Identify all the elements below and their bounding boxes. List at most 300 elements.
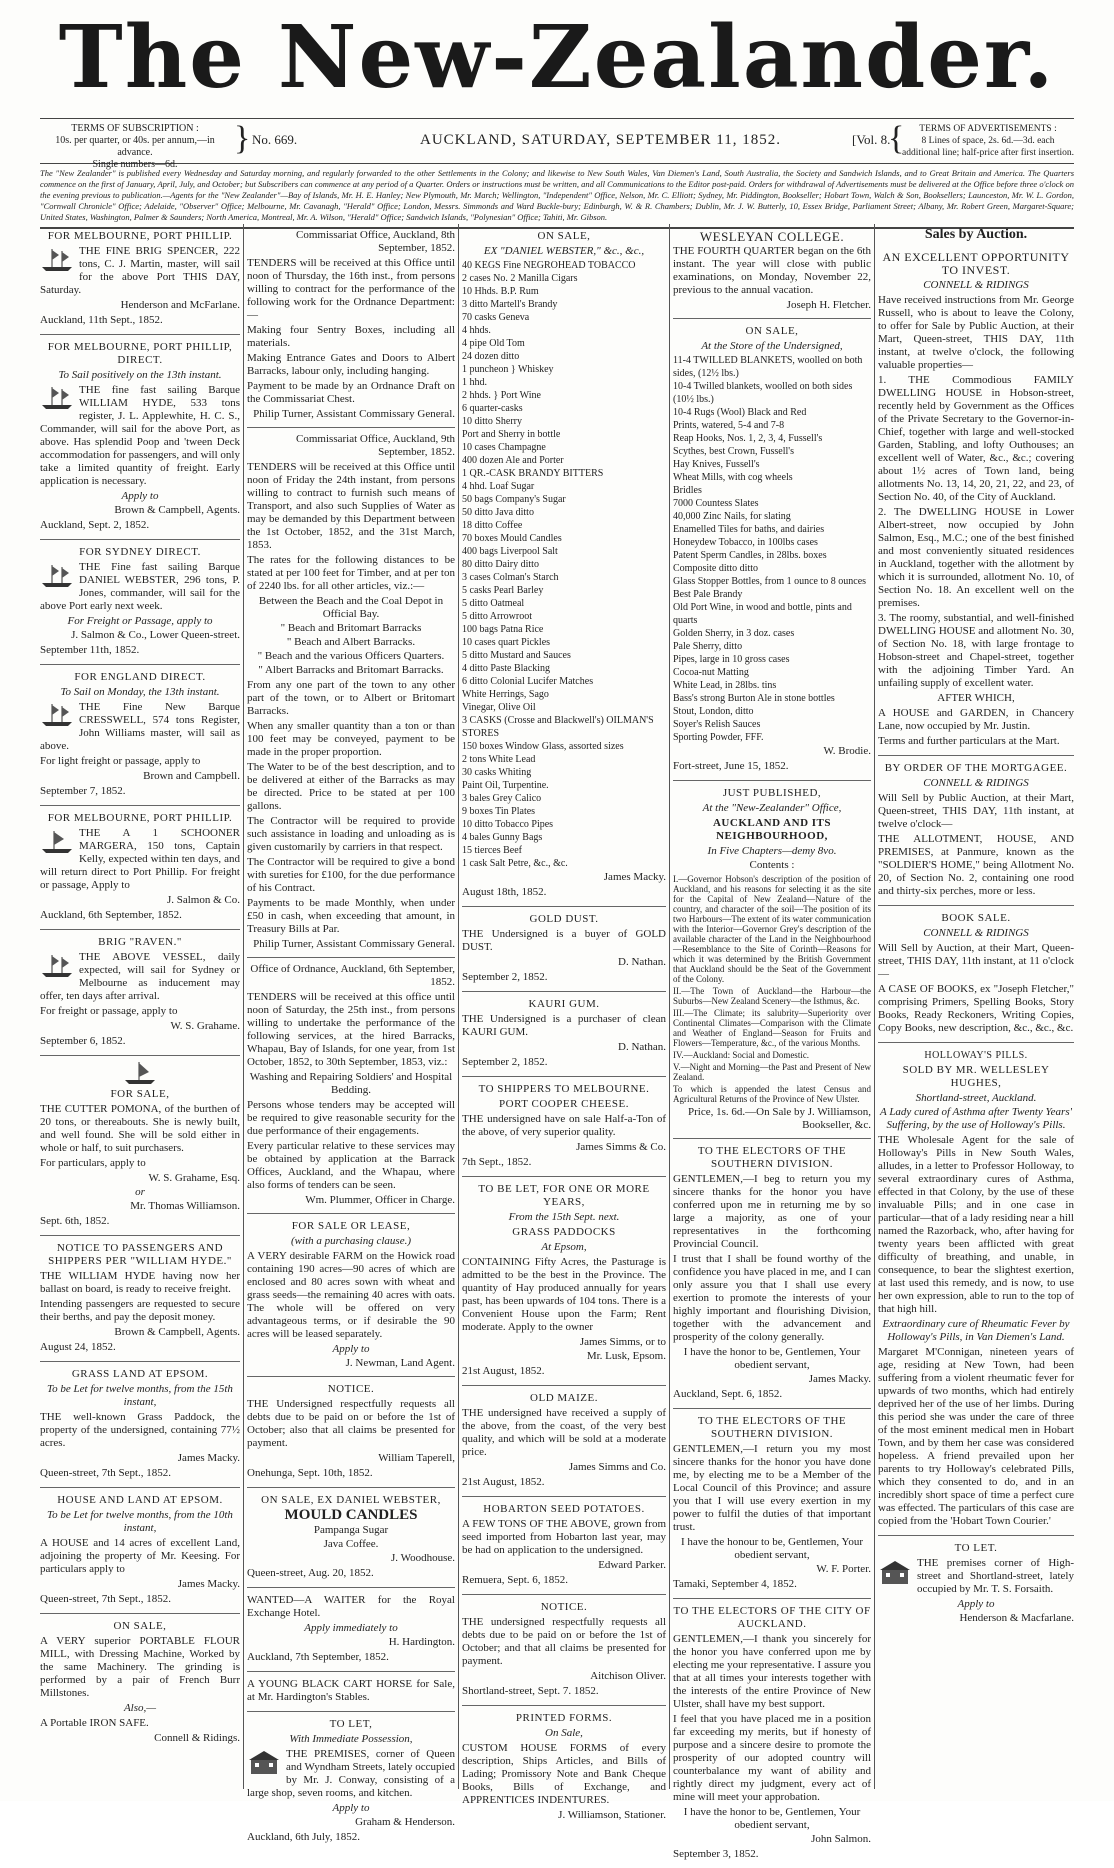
list-item: Reap Hooks, Nos. 1, 2, 3, 4, Fussell's <box>673 433 823 444</box>
ad-signature: W. S. Grahame. <box>170 1020 240 1032</box>
ad-body: THE Wholesale Agent for the sale of Holloway's Pills in New South Wales, alludes, in a letter to Professor Holloway, to several extraordinary cures of Asthma, effected in that Colony, by the use of these invaluable Pills; and in one case in particular—that of a lady residing near a hill named the Razorback, who, after having for twenty years been afflicted with great difficulty of breathing, and unable, in consequence, to bear the slightest exertion, at last used this remedy, and is now, to use her own expression, able to run to the top of that high hill. <box>878 1134 1074 1315</box>
ad-heading: HOLLOWAY'S PILLS. <box>924 1050 1028 1061</box>
ad-heading: NOTICE. <box>327 1383 375 1395</box>
house-icon <box>878 1559 912 1585</box>
ad-book-sale <box>878 906 1074 1043</box>
ad-body: THE ALLOTMENT, HOUSE, AND PREMISES, at Panmure, known as the "SOLDIER'S HOME," being Allotment No. 20, of Section No. 2, containing one rood and thirty-six perches, more or less. <box>878 833 1074 897</box>
list-item: 3 bales Grey Calico <box>462 793 542 804</box>
ad-closing: I have the honour to be, Gentlemen, Your obedient servant, <box>680 1536 864 1561</box>
ad-waiter-wanted <box>247 1588 455 1672</box>
list-item: 80 ditto Dairy ditto <box>462 559 539 570</box>
ship-icon <box>40 247 74 273</box>
list-item: 4 pipe Old Tom <box>462 338 525 349</box>
ad-farm-sale <box>247 1214 455 1377</box>
ad-seed-potatoes <box>462 1497 666 1595</box>
list-item: White Herrings, Sago <box>462 689 549 700</box>
ad-subheading: CONNELL & RIDINGS <box>923 927 1029 939</box>
ad-signature: J. Woodhouse. <box>391 1552 455 1564</box>
ad-body: THE CUTTER POMONA, of the burthen of 20 tons, or thereabouts. She is newly built, and well found. She will be sold either in whole or half, to suit purchasers. <box>40 1103 240 1154</box>
list-item: 10 Hhds. B.P. Rum <box>462 286 539 297</box>
list-item: Hay Knives, Fussell's <box>673 459 760 470</box>
ad-heading: TO LET. <box>954 1542 998 1554</box>
list-item: 5 ditto Mustard and Sauces <box>462 650 571 661</box>
list-item: 40,000 Zinc Nails, for slating <box>673 511 791 522</box>
ad-signature: J. Salmon & Co. <box>166 894 240 906</box>
ad-subheading: (with a purchasing clause.) <box>291 1235 411 1247</box>
ad-date: September 11th, 1852. <box>40 644 140 656</box>
ad-brodie-sale <box>673 319 871 781</box>
ad-signature: James Macky. <box>177 1452 240 1464</box>
list-item: Sporting Powder, FFF. <box>673 732 764 743</box>
ad-heading: TO BE LET, FOR ONE OR MORE YEARS, <box>478 1183 650 1208</box>
ad-signature: Joseph H. Fletcher. <box>786 299 871 311</box>
ad-body: THE PREMISES, corner of Queen and Wyndham Streets, lately occupied by Mr. J. Conway, consisting of a large shop, seven rooms, and kitchen. <box>247 1748 455 1799</box>
ad-william-hyde <box>40 335 240 540</box>
list-item: Glass Stopper Bottles, from 1 ounce to 8 ounces <box>673 576 867 587</box>
ad-body: THE well-known Grass Paddock, the property of the undersigned, containing 77½ acres. <box>40 1411 240 1449</box>
ad-signature: James Simms and Co. <box>568 1461 666 1473</box>
ad-heading: NOTICE TO PASSENGERS AND SHIPPERS PER "WILLIAM HYDE." <box>48 1242 232 1267</box>
list-item: 4 bales Gunny Bags <box>462 832 543 843</box>
ad-subheading: At Epsom, <box>541 1241 587 1253</box>
ad-item: " Beach and the various Officers Quarters. <box>257 650 445 662</box>
ad-body: A CASE OF BOOKS, ex "Joseph Fletcher," comprising Primers, Spelling Books, Story Books, Ready Reckoners, Writing Copies, Copy Books, new description, &c., &c., &c. <box>878 983 1074 1034</box>
ad-old-maize <box>462 1386 666 1497</box>
ad-heading: TO SHIPPERS TO MELBOURNE. <box>478 1083 650 1095</box>
list-item: 5 ditto Arrowroot <box>462 611 532 622</box>
ad-signature: Mr. Thomas Williamson. <box>130 1200 240 1212</box>
ad-item: Between the Beach and the Coal Depot in Official Bay. <box>258 595 444 620</box>
ad-heading: ON SALE, <box>745 325 799 337</box>
ad-body: Every particular relative to these services may be obtained by application at the Barrack Offices, Auckland, and the Whapau, where also forms of tenders can be seen. <box>247 1140 455 1191</box>
ad-subheading: At the Store of the Undersigned, <box>701 340 843 352</box>
list-item: 5 casks Pearl Barley <box>462 585 544 596</box>
list-item: 4 ditto Paste Blacking <box>462 663 551 674</box>
ad-signature: James Simms, or to <box>579 1336 666 1348</box>
ad-subheading: Shortland-street, Auckland. <box>915 1092 1037 1104</box>
list-item: Old Port Wine, in wood and bottle, pints and quarts <box>673 602 852 626</box>
ad-body: To which is appended the latest Census and Agricultural Returns of the Province of New Ulster. <box>673 1084 871 1104</box>
chapter-item: III.—The Climate; its salubrity—Superiority over Continental Climates—Comparison with the Climate and Weather of England—Season for Fruits and Flowers—Temperature, &c., of the various Months. <box>673 1008 871 1048</box>
ad-signature: Aitchison Oliver. <box>590 1670 666 1682</box>
ad-heading: HOBARTON SEED POTATOES. <box>483 1503 645 1515</box>
ad-apply: For Freight or Passage, apply to <box>67 615 213 627</box>
list-item: Best Pale Brandy <box>673 589 743 600</box>
ad-subheading: EX "DANIEL WEBSTER," &c., &c., <box>483 245 645 257</box>
ad-body: A VERY desirable FARM on the Howick road containing 190 acres—90 acres of which are enclosed and 80 acres sown with wheat and grass seeds—the remaining 40 acres with oats. The whole will be offered on very advantageous terms, or if desirable the 90 acres will be leased separately. <box>247 1250 455 1340</box>
ad-body: The Contractor will be required to give a bond with sureties for £100, for the due performance of his Contract. <box>247 856 455 894</box>
ad-date: September 6, 1852. <box>40 1035 126 1047</box>
column-5 <box>878 224 1074 1794</box>
ad-body: GENTLEMEN,—I beg to return you my sincere thanks for the honor you have conferred upon me in returning me by so large a majority, as one of your representatives in the forthcoming Provincial Council. <box>673 1173 871 1250</box>
ad-signature: Brown & Campbell, Agents. <box>114 1326 240 1338</box>
ad-body: A FEW TONS OF THE ABOVE, grown from seed imported from Hobarton last year, may be had on application to the undersigned. <box>462 1518 666 1556</box>
ad-heading: KAURI GUM. <box>528 998 600 1010</box>
list-item: 150 boxes Window Glass, assorted sizes <box>462 741 624 752</box>
ad-notice-taperell <box>247 1377 455 1488</box>
ad-date: Auckland, Sept. 6, 1852. <box>673 1388 783 1400</box>
ad-flour-mill <box>40 1614 240 1751</box>
chapter-item: V.—Night and Morning—the Past and Present of New Zealand. <box>673 1062 871 1082</box>
list-item: 3 cases Colman's Starch <box>462 572 559 583</box>
list-item: Prints, watered, 5-4 and 7-8 <box>673 420 785 431</box>
ad-apply: Apply to <box>332 1802 370 1814</box>
ad-signature: Philip Turner, Assistant Commissary General. <box>253 408 455 420</box>
ad-dateline: Office of Ordnance, Auckland, 6th September, 1852. <box>250 963 455 988</box>
ad-heading: FOR MELBOURNE, PORT PHILLIP. <box>47 812 233 824</box>
ad-body: 1. THE Commodious FAMILY DWELLING HOUSE in Hobson-street, recently held by Government as the Offices of the Private Secretary to the Governor-in-Chief, together with large and well-stocked Garden, Stabling, and lofty Outhouses; an excellent well of Water, &c., &c.; covering about 1½ acres of Town land, being allotments No. 13, 14, 20, 21, 22, and 23, of Section No. 40, of the City of Auckland. <box>878 374 1074 503</box>
ad-apply: For light freight or passage, apply to <box>40 755 201 767</box>
ad-signature: Edward Parker. <box>598 1559 666 1571</box>
column-rule <box>243 224 244 1789</box>
list-item: 3 CASKS (Crosse and Blackwell's) OILMAN'S STORES <box>462 715 654 739</box>
list-item: 9 boxes Tin Plates <box>462 806 536 817</box>
list-item: 400 bags Liverpool Salt <box>462 546 558 557</box>
advertisement-terms <box>902 123 1074 159</box>
adv-heading: TERMS OF ADVERTISEMENTS : <box>919 124 1057 134</box>
ad-kauri-gum <box>462 992 666 1077</box>
ad-apply: For particulars, apply to <box>40 1157 146 1169</box>
ad-heading: ON SALE, <box>113 1620 167 1632</box>
ad-subheading: To be Let for twelve months, from the 10th instant, <box>47 1509 233 1534</box>
ad-subheading: Extraordinary cure of Rheumatic Fever by Holloway's Pills, in Van Diemen's Land. <box>882 1318 1070 1343</box>
ad-body: A VERY superior PORTABLE FLOUR MILL, with Dressing Machine, Worked by the same Machinery. The grinding is performed by a pair of French Burr Millstones. <box>40 1635 240 1699</box>
ad-body: WANTED—A WAITER for the Royal Exchange Hotel. <box>247 1594 455 1619</box>
ad-body: TENDERS will be received at this Office until noon of Friday the 24th instant, from persons willing to contract to furnish such means of Transport, and also such Supplies of Water as may be demanded by this Department between the 1st October, 1852, and the 31st March, 1853. <box>247 461 455 551</box>
list-item: 6 quarter-casks <box>462 403 523 414</box>
chapter-item: I.—Governor Hobson's description of the position of Auckland, and his reasons for selecting it as the site for the Capital of New Zealand—Nature of the country, and character of the soil—The position of its two Harbours—The extent of its water communication with the Interior—Governor Grey's description of the available character of the Land in the Neighbourhood—Resemblance to the Site of Corinth—Reasons for which it was determined by the British Government that Auckland should be the Seat of the Government of the Colony. <box>673 874 871 984</box>
ad-body: Have received instructions from Mr. George Russell, who is about to leave the Colony, to offer for Sale by Public Auction, at their Mart, Queen-street, THIS DAY, 11th instant, at twelve o'clock, the following valuable properties— <box>878 294 1074 371</box>
ad-price: Price, 1s. 6d.—On Sale by J. Williamson, Bookseller, &c. <box>688 1106 871 1131</box>
ad-item: Washing and Repairing Soldiers' and Hospital Bedding. <box>249 1071 453 1096</box>
ad-body: THE undersigned respectfully requests all debts due to be paid on or before the 1st of October; and that all claims be presented for payment. <box>462 1616 666 1667</box>
ad-body: Will Sell by Public Auction, at their Mart, Queen-street, THIS DAY, 11th instant, at twelve o'clock— <box>878 792 1074 830</box>
subscription-price: 10s. per quarter, or 40s. per annum,—in advance. <box>55 135 215 158</box>
column-rule <box>669 224 670 1789</box>
goods-list <box>462 259 666 870</box>
ad-signature: Henderson and McFarlane. <box>120 299 240 311</box>
ad-body: When any smaller quantity than a ton or than 100 feet may be conveyed, payment to be made in the proper proportion. <box>247 720 455 758</box>
ad-apply: Apply to <box>332 1343 370 1355</box>
ad-signature: D. Nathan. <box>618 1041 666 1053</box>
ad-subheading: On Sale, <box>545 1727 583 1739</box>
ad-signature: Henderson & Macfarlane. <box>959 1612 1074 1624</box>
ad-body: TENDERS will be received at this Office until noon of Thursday, the 16th inst., from persons willing to contract for the performance of the following work for the Ordnance Department:— <box>247 257 455 321</box>
ad-pomona <box>40 1056 240 1236</box>
list-item: 10 cases quart Pickles <box>462 637 551 648</box>
ad-item: Pampanga Sugar <box>313 1524 389 1536</box>
ad-heading: FOR MELBOURNE, PORT PHILLIP. <box>47 230 233 242</box>
ad-heading: ON SALE, EX DANIEL WEBSTER, <box>261 1494 441 1506</box>
ad-signature: D. Nathan. <box>618 956 666 968</box>
ad-electors-porter <box>673 1409 871 1599</box>
list-item: Pipes, large in 10 gross cases <box>673 654 790 665</box>
subscription-heading: TERMS OF SUBSCRIPTION : <box>71 123 199 134</box>
ad-also: Also,— <box>123 1702 157 1714</box>
list-item: 15 tierces Beef <box>462 845 522 856</box>
column-4 <box>673 224 871 1860</box>
ad-body: CONTAINING Fifty Acres, the Pasturage is admitted to be the best in the Province. The quantity of Hay produced annually for years past, has been upwards of 104 tons. There is a Convenient House upon the Farm; Rent moderate. Apply to the owner <box>462 1256 666 1333</box>
ad-body: THE Undersigned respectfully requests all debts due to be paid on or before the 1st of October; also that all claims be presented for payment. <box>247 1398 455 1449</box>
ad-russell-auction <box>878 245 1074 756</box>
ad-heading: GOLD DUST. <box>529 913 599 925</box>
ad-body: 2. The DWELLING HOUSE in Lower Albert-street, now occupied by John Salmon, Esq., M.C.; one of the best finished and most conveniently situated residences in Auckland, together with the allotment by which it is surrounded, allotment No. 10, of Section No. 18. An excellent well on the premises. <box>878 506 1074 609</box>
ad-signature: John Salmon. <box>811 1833 871 1845</box>
ad-mortgagee <box>878 756 1074 906</box>
list-item: 70 boxes Mould Candles <box>462 533 562 544</box>
ad-body: From any one part of the town to any other part of the town, or to Albert or Britomart Barracks. <box>247 679 455 717</box>
ad-date: Auckland, 7th September, 1852. <box>247 1651 389 1663</box>
ad-heading: OLD MAIZE. <box>530 1392 598 1404</box>
list-item: Port and Sherry in bottle <box>462 429 561 440</box>
ad-date: September 2, 1852. <box>462 1056 548 1068</box>
ad-date: August 24, 1852. <box>40 1341 116 1353</box>
ad-body: The Water to be of the best description, and to be delivered at either of the Barracks as may be directed. Price to be stated at per 100 gallons. <box>247 761 455 812</box>
list-item: 10-4 Twilled blankets, woolled on both sides (10½ lbs.) <box>673 381 853 405</box>
ad-body: THE premises corner of High-street and Shortland-street, lately occupied by Mr. T. S. Forsaith. <box>917 1557 1074 1595</box>
ad-item: " Beach and Britomart Barracks <box>280 622 422 634</box>
list-item: Honeydew Tobacco, in 100lbs cases <box>673 537 818 548</box>
column-rule <box>874 224 875 1789</box>
ad-body: THE FOURTH QUARTER began on the 6th instant. The year will close with public examinations, on Monday, November 22, previous to the annual vacation. <box>673 245 871 296</box>
list-item: 10 ditto Tobacco Pipes <box>462 819 554 830</box>
list-item: 50 ditto Java ditto <box>462 507 534 518</box>
ad-subheading: AFTER WHICH, <box>937 692 1015 704</box>
ad-signature: James Macky. <box>177 1578 240 1590</box>
list-item: 7000 Countess Slates <box>673 498 759 509</box>
chapter-item: IV.—Auckland: Social and Domestic. <box>673 1050 810 1060</box>
column-2 <box>247 224 455 1843</box>
ad-date: September 3, 1852. <box>673 1848 759 1860</box>
ad-holloway-pills <box>878 1043 1074 1536</box>
ad-body: Payment to be made by an Ordnance Draft on the Commissariat Chest. <box>247 380 455 405</box>
ad-body: Margaret M'Connigan, nineteen years of age, residing at New Town, had been suffering from a violent rheumatic fever for upwards of two months, which had entirely deprived her of the use of her limbs. During this period she was under the care of three of the most eminent medical men in Hobart Town, and by them her case was considered hopeless. A friend prevailed upon her parents to try Holloway's celebrated Pills, which they consented to do, and in an incredibly short space of time a perfect cure was effected. The particulars of this case are copied from the 'Hobart Town Courier.' <box>878 1346 1074 1527</box>
ad-body: THE A 1 SCHOONER MARGERA, 150 tons, Captain Kelly, expected within ten days, and will return direct to Port Phillip. For freight or passage, Apply to <box>40 827 240 891</box>
list-item: 10-4 Rugs (Wool) Black and Red <box>673 407 807 418</box>
ad-body: TENDERS will be received at this office until noon of Saturday, the 25th inst., from persons willing to undertake the performance of the following services, at the hired Barracks, Whapau, Bay of Islands, for one year, from 1st October, 1852, to 30th September, 1853, viz.: <box>247 991 455 1068</box>
ad-apply: Apply immediately to <box>304 1622 398 1634</box>
ad-to-let-premises <box>247 1712 455 1851</box>
ad-body: A YOUNG BLACK CART HORSE for Sale, at Mr. Hardington's Stables. <box>247 1678 455 1703</box>
ad-or: or <box>135 1186 145 1198</box>
ad-heading: NOTICE. <box>540 1601 588 1613</box>
list-item: Vinegar, Olive Oil <box>462 702 536 713</box>
ad-grass-land <box>40 1362 240 1488</box>
ad-closing: I have the honor to be, Gentlemen, Your obedient servant, <box>683 1346 861 1371</box>
ad-item: Java Coffee. <box>323 1538 379 1550</box>
house-icon <box>247 1749 281 1775</box>
ad-subheading: In Five Chapters—demy 8vo. <box>707 845 837 857</box>
list-item: Scythes, best Crown, Fussell's <box>673 446 794 457</box>
section-heading: Sales by Auction. <box>924 227 1028 242</box>
ad-date: September 2, 1852. <box>462 971 548 983</box>
ad-body: THE fine fast sailing Barque WILLIAM HYDE, 533 tons register, J. L. Applewhite, H. C. S., Commander, will sail for the above Port, as above. Has splendid Poop and 'tween Deck accommodation for passengers, and will only take a limited quantity of freight. Early application is necessary. <box>40 384 240 487</box>
list-item: White Lead, in 28lbs. tins <box>673 680 777 691</box>
ad-heading: GRASS LAND AT EPSOM. <box>71 1368 209 1380</box>
ad-date: Fort-street, June 15, 1852. <box>673 760 789 772</box>
ad-body: The Contractor will be required to provide such assistance in loading and unloading as is given customarily by carriers in that respect. <box>247 815 455 853</box>
ad-heading: TO THE ELECTORS OF THE CITY OF AUCKLAND. <box>673 1605 871 1630</box>
ad-body: Payments to be made Monthly, when under £50 in cash, when exceeding that amount, in Treasury Bills at Par. <box>247 897 455 935</box>
ad-body: THE FINE BRIG SPENCER, 222 tons, C. J. Martin, master, will sail for the above Port THIS DAY, Saturday. <box>40 245 240 296</box>
ad-cart-horse <box>247 1672 455 1712</box>
ad-body: Intending passengers are requested to secure their berths, and pay the deposit money. <box>40 1298 240 1323</box>
column-3 <box>462 224 666 1821</box>
ad-body: THE ABOVE VESSEL, daily expected, will sail for Sydney or Melbourne as inducement may offer, ten days after arrival. <box>40 951 240 1002</box>
ad-raven <box>40 930 240 1056</box>
list-item: 6 ditto Colonial Lucifer Matches <box>462 676 594 687</box>
dateline: AUCKLAND, SATURDAY, SEPTEMBER 11, 1852. <box>420 132 781 148</box>
ad-date: 21st August, 1852. <box>462 1476 545 1488</box>
ad-heading: TO THE ELECTORS OF THE SOUTHERN DIVISION. <box>697 1145 847 1170</box>
ad-closing: I have the honor to be, Gentlemen, Your obedient servant, <box>683 1806 861 1831</box>
ad-date: Sept. 6th, 1852. <box>40 1215 110 1227</box>
ad-date: Auckland, 11th Sept., 1852. <box>40 314 163 326</box>
ad-gold-dust <box>462 907 666 992</box>
subscription-terms <box>40 123 230 171</box>
list-item: 4 hhds. <box>462 325 491 336</box>
ad-signature: H. Hardington. <box>388 1636 455 1648</box>
ad-subheading: CONNELL & RIDINGS <box>923 777 1029 789</box>
list-item: 50 bags Company's Sugar <box>462 494 566 505</box>
list-item: 10 ditto Sherry <box>462 416 522 427</box>
list-item: 18 ditto Coffee <box>462 520 523 531</box>
ad-heading: FOR ENGLAND DIRECT. <box>74 671 206 683</box>
ad-item: MOULD CANDLES <box>284 1507 418 1523</box>
ad-body: THE undersigned have received a supply of the above, from the coast, of the very best quality, and which will be sold at a moderate price. <box>462 1407 666 1458</box>
ad-body: Persons whose tenders may be accepted will be required to give reasonable security for the due performance of their engagements. <box>247 1099 455 1137</box>
ad-notice-oliver <box>462 1595 666 1706</box>
ad-item: Making Entrance Gates and Doors to Albert Barracks, labour only, including hanging. <box>247 352 455 377</box>
ad-body: CUSTOM HOUSE FORMS of every description, Ships Articles, and Bills of Lading; Promissory Note and Bank Cheque Books, Bills of Exchange, and APPRENTICES INDENTURES. <box>462 1742 666 1806</box>
list-item: Golden Sherry, in 3 doz. cases <box>673 628 795 639</box>
ad-apply: Apply to <box>121 490 159 502</box>
list-item: 11-4 TWILLED BLANKETS, woolled on both sides, (12½ lbs.) <box>673 355 863 379</box>
ad-signature: James Simms & Co. <box>576 1141 666 1153</box>
ad-signature: Wm. Plummer, Officer in Charge. <box>305 1194 455 1206</box>
ad-body: 3. The roomy, substantial, and well-finished DWELLING HOUSE and allotment No. 30, of Section No. 18, with large frontage to Hobson-street and Chapel-street, together with the adjoining Timber Yard. An unfailing supply of excellent water. <box>878 612 1074 689</box>
list-item: 1 QR.-CASK BRANDY BITTERS <box>462 468 604 479</box>
ad-signature: Philip Turner, Assistant Commissary General. <box>253 938 455 950</box>
ad-date: Onehunga, Sept. 10th, 1852. <box>247 1467 373 1479</box>
ad-body: A HOUSE and GARDEN, in Chancery Lane, now occupied by Mr. Justin. <box>878 707 1074 732</box>
ad-body: Terms and further particulars at the Mart. <box>878 735 1060 747</box>
ad-body: THE Undersigned is a buyer of GOLD DUST. <box>462 928 666 953</box>
ad-item: " Albert Barracks and Britomart Barracks. <box>258 664 444 676</box>
ad-item: Making four Sentry Boxes, including all materials. <box>247 324 455 349</box>
ad-candles <box>247 1488 455 1588</box>
list-item: Wheat Mills, with cog wheels <box>673 472 793 483</box>
ad-signature: J. Salmon & Co., Lower Queen-street. <box>71 629 240 641</box>
ad-body: Will Sell by Auction, at their Mart, Queen-street, THIS DAY, 11th instant, at 11 o'clock— <box>878 942 1074 980</box>
ad-daniel-webster <box>40 540 240 665</box>
ad-printed-forms <box>462 1706 666 1828</box>
ad-signature: W. Brodie. <box>823 745 871 757</box>
ad-electors-macky <box>673 1139 871 1409</box>
ad-signature: Connell & Ridings. <box>154 1732 240 1744</box>
ad-daniel-webster-goods <box>462 224 666 907</box>
ad-margera <box>40 806 240 930</box>
right-brace: { <box>888 120 905 157</box>
list-item: Pale Sherry, ditto <box>673 641 743 652</box>
list-item: Paint Oil, Turpentine. <box>462 780 549 791</box>
ad-signature: James Macky. <box>603 871 666 883</box>
ad-ordnance <box>247 958 455 1214</box>
list-item: 2 hhds. } Port Wine <box>462 390 541 401</box>
list-item: 1 puncheon } Whiskey <box>462 364 554 375</box>
list-item: 70 casks Geneva <box>462 312 530 323</box>
ad-date: Remuera, Sept. 6, 1852. <box>462 1574 569 1586</box>
ad-subheading: To be Let for twelve months, from the 15th instant, <box>47 1383 233 1408</box>
ad-date: 7th Sept., 1852. <box>462 1156 532 1168</box>
list-item: 1 hhd. <box>462 377 487 388</box>
ad-signature: James Macky. <box>808 1373 871 1385</box>
ad-date: Tamaki, September 4, 1852. <box>673 1578 797 1590</box>
ad-signature: Brown & Campbell, Agents. <box>114 504 240 516</box>
ad-commissariat-2 <box>247 428 455 958</box>
list-item: 1 cask Salt Petre, &c., &c. <box>462 858 568 869</box>
contents-heading: Contents : <box>749 859 795 871</box>
ad-date: August 18th, 1852. <box>462 886 547 898</box>
ad-body: THE Undersigned is a purchaser of clean KAURI GUM. <box>462 1013 666 1038</box>
ad-signature: Brown and Campbell. <box>143 770 240 782</box>
issue-number: No. 669. <box>252 132 298 147</box>
ad-heading: FOR SALE, <box>110 1088 170 1100</box>
ad-body: The rates for the following distances to be stated at per 100 feet for Timber, and at per ton of 2240 lbs. for all other articles, viz.:— <box>247 554 455 592</box>
ad-signature: William Taperell, <box>378 1452 455 1464</box>
list-item: Enamelled Tiles for baths, and dairies <box>673 524 825 535</box>
adv-rates: 8 Lines of space, 2s. 6d.—3d. each additional line; half-price after first insertion. <box>902 136 1074 158</box>
ship-icon <box>40 385 74 411</box>
list-item: 2 tons White Lead <box>462 754 536 765</box>
ad-heading: BOOK SALE. <box>941 912 1011 924</box>
ad-body: I trust that I shall be found worthy of the confidence you have placed in me, and I can only assure you that I shall use every exertion to promote the interests of your highly important and flourishing Division, together with the advancement and prosperity of the colony generally. <box>673 1253 871 1343</box>
ad-subheading: A Lady cured of Asthma after Twenty Years' Suffering, by the use of Holloway's Pills. <box>880 1106 1072 1131</box>
list-item: Cocoa-nut Matting <box>673 667 749 678</box>
ad-item: " Beach and Albert Barracks. <box>286 636 416 648</box>
ad-subheading: To Sail on Monday, the 13th instant. <box>60 686 220 698</box>
ad-to-let-high-street <box>878 1536 1074 1631</box>
ad-body: I feel that you have placed me in a position far exceeding my merits, but if honesty of purpose and a sincere desire to promote the prosperity of our adopted country will counterbalance my want of ability and rightly direct my judgment, every act of mine will meet your approbation. <box>673 1713 871 1803</box>
ad-signature: J. Newman, Land Agent. <box>345 1357 455 1369</box>
ad-wesleyan-college <box>673 224 871 319</box>
ad-house-land <box>40 1488 240 1614</box>
ad-apply: For freight or passage, apply to <box>40 1005 178 1017</box>
ad-apply: Apply to <box>957 1598 995 1610</box>
ship-icon <box>40 829 74 855</box>
ad-cresswell <box>40 665 240 806</box>
ad-heading: PORT COOPER CHEESE. <box>499 1098 629 1110</box>
list-item: Bridles <box>673 485 702 496</box>
ad-subheading: At the "New-Zealander" Office, <box>702 802 842 814</box>
list-item: Soyer's Relish Sauces <box>673 719 761 730</box>
ad-just-published <box>673 781 871 1139</box>
ad-grass-paddocks <box>462 1177 666 1386</box>
ad-date: Queen-street, Aug. 20, 1852. <box>247 1567 374 1579</box>
left-brace: } <box>234 120 251 157</box>
ad-heading: FOR SYDNEY DIRECT. <box>79 546 201 558</box>
ship-icon <box>40 563 74 589</box>
list-item: 400 dozen Ale and Porter <box>462 455 564 466</box>
ad-body: GENTLEMEN,—I thank you sincerely for the honor you have conferred upon me by electing me your representative. I assure you that at all times your interests together with the interests of the entire Province of New Ulster, shall have my best support. <box>673 1633 871 1710</box>
ad-heading: BRIG "RAVEN." <box>98 936 182 948</box>
column-rule <box>458 224 459 1789</box>
ad-date: Queen-street, 7th Sept., 1852. <box>40 1467 172 1479</box>
list-item: 3 ditto Martell's Brandy <box>462 299 558 310</box>
ad-date: Auckland, 6th July, 1852. <box>247 1831 360 1843</box>
list-item: 10 cases Champagne <box>462 442 546 453</box>
ad-electors-salmon <box>673 1599 871 1868</box>
